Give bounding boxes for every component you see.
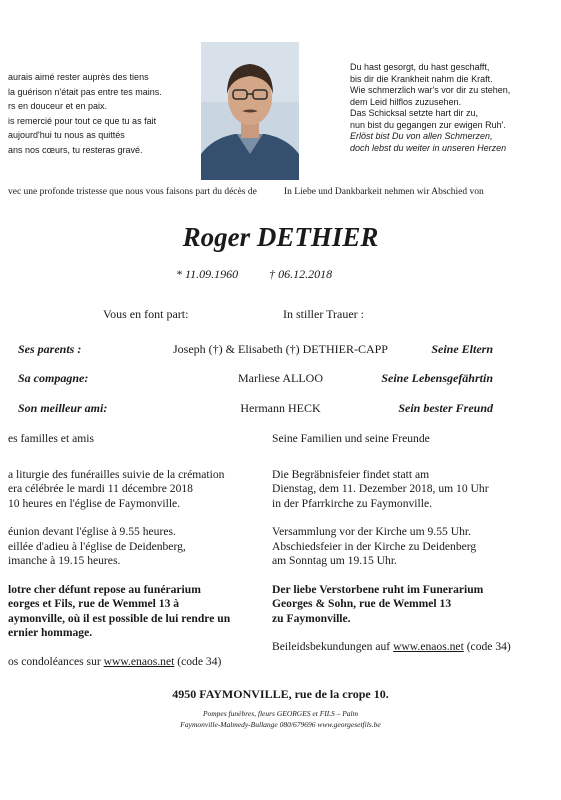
column-french: [8, 432, 266, 669]
poem-fr-line: rs en douceur et en paix.: [8, 101, 108, 111]
poem-de-line: nun bist du gegangen zur ewigen Ruh'.: [350, 119, 506, 130]
poem-de-line: Erlöst bist Du von allen Schmerzen,: [350, 131, 493, 141]
text-line: aymonville, où il est possible de lui rendre un: [8, 611, 231, 625]
text-line: Versammlung vor der Kirche um 9.55 Uhr.: [272, 525, 471, 538]
condolences-fr: [8, 655, 266, 670]
text-line: imanche à 19.15 heures.: [8, 554, 121, 567]
undertaker-info: [0, 708, 561, 730]
column-german: [272, 432, 554, 655]
poem-de-line: Du hast gesorgt, du hast geschafft,: [350, 62, 490, 72]
condolences-code: (code 34): [463, 640, 511, 653]
text-line: a liturgie des funérailles suivie de la crémation: [8, 467, 225, 481]
poem-german: [350, 62, 555, 154]
families-de: Seine Familien und seine Freunde: [272, 432, 430, 445]
life-dates: [176, 267, 332, 282]
relation-row-friend: [0, 401, 561, 419]
relation-names: Marliese ALLOO: [238, 371, 323, 385]
poem-french: [8, 70, 198, 157]
text-line: am Sonntag um 19.15 Uhr.: [272, 554, 397, 567]
repose-info-fr: [8, 583, 266, 641]
relation-row-partner: [0, 371, 561, 389]
home-address: 4950 FAYMONVILLE, rue de la crope 10.: [172, 687, 389, 701]
poem-de-line: Das Schicksal setzte hart dir zu,: [350, 108, 479, 118]
relation-names: Hermann HECK: [240, 401, 321, 415]
relation-label-fr: Ses parents :: [18, 342, 82, 356]
intro-german: In Liebe und Dankbarkeit nehmen wir Abschied von: [284, 187, 484, 197]
relation-label-fr: Sa compagne:: [18, 371, 89, 385]
relation-label-de: Seine Eltern: [431, 342, 493, 356]
text-line: Abschiedsfeier in der Kirche zu Deidenberg: [272, 539, 477, 553]
announce-fr: Vous en font part:: [103, 307, 189, 321]
text-line: Der liebe Verstorbene ruht im Funerarium: [272, 582, 484, 596]
gathering-info-de: [272, 525, 554, 569]
portrait-photo: [201, 42, 299, 180]
families-fr: es familles et amis: [8, 432, 94, 445]
poem-fr-line: ans nos cœurs, tu resteras gravé.: [8, 144, 143, 155]
poem-fr-line: aurais aimé rester auprès des tiens: [8, 72, 149, 82]
text-line: ernier hommage.: [8, 626, 93, 639]
poem-de-line: bis dir die Krankheit nahm die Kraft.: [350, 73, 493, 84]
announce-de: In stiller Trauer :: [283, 307, 364, 321]
repose-info-de: [272, 583, 554, 627]
text-line: 10 heures en l'église de Faymonville.: [8, 496, 181, 510]
relation-label-de: Seine Lebensgefährtin: [381, 371, 493, 385]
funeral-info-fr: [8, 468, 266, 512]
deceased-name: Roger DETHIER: [182, 222, 379, 252]
condolences-text: os condoléances sur: [8, 654, 104, 668]
relation-label-de: Sein bester Freund: [398, 401, 493, 415]
text-line: Georges & Sohn, rue de Wemmel 13: [272, 597, 452, 610]
intro-french: vec une profonde tristesse que nous vous faisons part du décès de: [8, 187, 257, 197]
poem-fr-line: is remercié pour tout ce que tu as fait: [8, 115, 157, 126]
condolences-link[interactable]: www.enaos.net: [103, 654, 175, 668]
text-line: Die Begräbnisfeier findet statt am: [272, 467, 430, 481]
condolences-code: (code 34): [174, 654, 222, 668]
death-date: † 06.12.2018: [269, 267, 333, 281]
undertaker-contact: Faymonville-Malmedy-Bullange 080/679696 www.georgesetfils.be: [180, 720, 381, 729]
gathering-info-fr: [8, 525, 266, 569]
poem-de-line: doch lebst du weiter in unseren Herzen: [350, 142, 507, 153]
funeral-info-de: [272, 468, 554, 512]
portrait-illustration: [201, 42, 299, 180]
text-line: Dienstag, dem 11. Dezember 2018, um 10 Uhr: [272, 482, 489, 495]
condolences-text: Beileidsbekundungen auf: [272, 640, 394, 653]
condolences-link[interactable]: www.enaos.net: [393, 640, 464, 653]
poem-de-line: dem Leid hilflos zuzusehen.: [350, 96, 462, 107]
text-line: in der Pfarrkirche zu Faymonville.: [272, 496, 433, 510]
text-line: zu Faymonville.: [272, 611, 351, 625]
condolences-de: [272, 640, 554, 655]
text-line: era célébrée le mardi 11 décembre 2018: [8, 482, 193, 495]
undertaker-line: Pompes funèbres, fleurs GEORGES et FILS – Palm: [202, 709, 359, 718]
text-line: eillée d'adieu à l'église de Deidenberg,: [8, 539, 186, 553]
text-line: eorges et Fils, rue de Wemmel 13 à: [8, 597, 180, 610]
poem-de-line: Wie schmerzlich war's vor dir zu stehen,: [350, 85, 511, 95]
relation-row-parents: [0, 342, 561, 360]
text-line: éunion devant l'église à 9.55 heures.: [8, 525, 176, 538]
relation-label-fr: Son meilleur ami:: [18, 401, 108, 415]
text-line: lotre cher défunt repose au funérarium: [8, 582, 201, 596]
relation-names: Joseph (†) & Elisabeth (†) DETHIER-CAPP: [173, 342, 388, 356]
birth-date: * 11.09.1960: [176, 267, 239, 281]
poem-fr-line: la guérison n'était pas entre tes mains.: [8, 86, 162, 97]
poem-fr-line: aujourd'hui tu nous as quittés: [8, 130, 125, 140]
